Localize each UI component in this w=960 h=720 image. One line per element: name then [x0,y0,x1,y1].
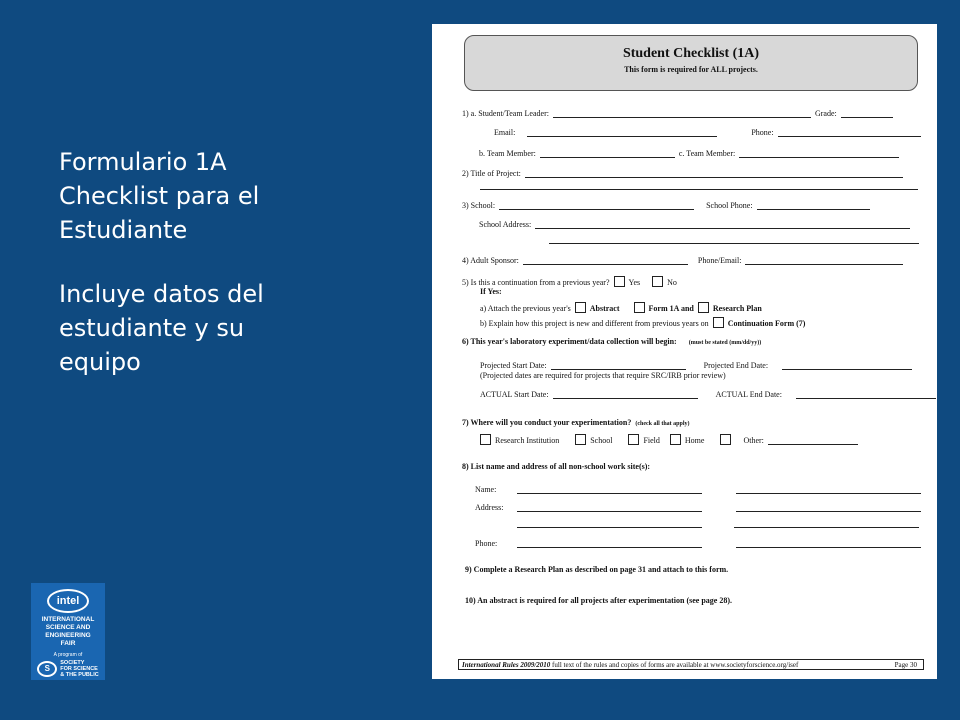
footer-rules: International Rules 2009/2010 [462,661,551,669]
row-team-members [479,149,899,158]
team-member-b-field[interactable] [540,149,675,158]
site1-address-line2[interactable] [517,519,702,528]
slide-description: Incluye datos del estudiante y su equipo [59,280,264,376]
form-subtitle: This form is required for ALL projects. [624,65,758,74]
projected-end-label: Projected End Date: [703,361,769,370]
site-address-label: Address: [475,503,504,512]
row-projected-dates [480,361,912,370]
actual-start-field[interactable] [553,390,698,399]
logo-line: FAIR [60,640,76,647]
form-document [432,24,937,679]
attach-previous-label: a) Attach the previous year's [480,304,571,313]
research-institution-checkbox[interactable] [480,434,491,445]
sfs-logo [31,660,105,678]
slide-heading: Formulario 1A Checklist para el Estudiante [59,148,260,244]
site2-phone-field[interactable] [736,539,921,548]
email-field[interactable] [527,128,717,137]
row-attach-previous [480,302,762,313]
actual-end-label: ACTUAL End Date: [715,390,782,399]
isef-logo [31,583,105,680]
field-label: Field [643,436,660,445]
explain-new-label: b) Explain how this project is new and different from previous years on [480,319,709,328]
team-member-c-label: c. Team Member: [678,149,736,158]
where-question: 7) Where will you conduct your experimentation? [462,418,632,427]
row-lab-begin [462,337,761,346]
continuation-form-label: Continuation Form (7) [727,319,806,328]
row-location-options [480,434,858,445]
form1a-label: Form 1A and [648,304,694,313]
logo-line: SCIENCE AND [45,624,91,631]
school-address-field[interactable] [535,220,910,229]
row-sponsor [462,256,903,265]
title-field[interactable] [525,169,903,178]
form1a-checkbox[interactable] [634,302,645,313]
abstract-instruction: 10) An abstract is required for all projects after experimentation (see page 28). [465,596,732,605]
site2-address-line2[interactable] [734,519,919,528]
continuation-question: 5) Is this a continuation from a previous year? [462,278,610,287]
row-actual-dates [480,390,936,399]
home-checkbox[interactable] [670,434,681,445]
site-name-label: Name: [475,485,497,494]
school-phone-label: School Phone: [706,201,753,210]
sfs-logo-icon: S [37,661,57,677]
lab-begin-note: (must be stated (mm/dd/yy)) [688,340,762,346]
grade-field[interactable] [841,109,893,118]
yes-label: Yes [628,278,641,287]
row-where [462,418,690,427]
school-checkbox[interactable] [575,434,586,445]
abstract-label: Abstract [589,304,620,313]
sfs-name [60,660,99,678]
projected-note: (Projected dates are required for projects that require SRC/IRB prior review) [480,371,726,380]
school-option-label: School [590,436,613,445]
if-yes-label: If Yes: [480,287,502,296]
sponsor-label: 4) Adult Sponsor: [462,256,519,265]
logo-org-line: SOCIETY [60,660,85,666]
school-phone-field[interactable] [757,201,870,210]
form-footer [458,659,924,670]
form-title-box [464,35,918,91]
row-explain-new [480,317,805,328]
phone-field[interactable] [778,128,921,137]
projected-end-field[interactable] [782,361,912,370]
logo-org-line: FOR SCIENCE [60,666,98,672]
projected-start-label: Projected Start Date: [480,361,547,370]
research-plan-checkbox[interactable] [698,302,709,313]
sponsor-field[interactable] [523,256,688,265]
student-leader-label: 1) a. Student/Team Leader: [462,109,549,118]
title-label: 2) Title of Project: [462,169,521,178]
logo-org-line: & THE PUBLIC [60,672,99,678]
home-label: Home [684,436,705,445]
email-label: Email: [494,128,516,137]
no-checkbox[interactable] [652,276,663,287]
row-site-address [475,503,921,512]
research-plan-label: Research Plan [712,304,762,313]
logo-line: ENGINEERING [45,632,91,639]
site-phone-label: Phone: [475,539,498,548]
slide-text [59,145,329,409]
row-site-name [475,485,921,494]
site1-address-field[interactable] [517,503,702,512]
where-note: (check all that apply) [635,421,690,427]
phone-email-field[interactable] [745,256,903,265]
row-site-phone [475,539,921,548]
actual-end-field[interactable] [796,390,936,399]
intel-logo-mark: intel [47,589,89,613]
form-title: Student Checklist (1A) [622,46,760,61]
lab-begin-label: 6) This year's laboratory experiment/data collection will begin: [462,337,677,346]
isef-name [31,616,105,648]
site2-address-field[interactable] [736,503,921,512]
site1-phone-field[interactable] [517,539,702,548]
research-plan-instruction: 9) Complete a Research Plan as described on page 31 and attach to this form. [465,565,729,574]
other-checkbox[interactable] [720,434,731,445]
phone-email-label: Phone/Email: [697,256,742,265]
continuation-form-checkbox[interactable] [713,317,724,328]
row-continuation [462,276,677,287]
team-member-b-label: b. Team Member: [479,149,536,158]
footer-page-number: Page 30 [894,661,917,669]
research-institution-label: Research Institution [495,436,560,445]
other-field[interactable] [768,436,858,445]
school-label: 3) School: [462,201,496,210]
other-label: Other: [743,436,764,445]
site2-name-field[interactable] [736,485,921,494]
row-student-leader [462,109,917,118]
grade-label: Grade: [814,109,837,118]
yes-checkbox[interactable] [614,276,625,287]
logo-line: INTERNATIONAL [41,616,95,623]
school-address-field-line2[interactable] [549,235,919,244]
projected-start-field[interactable] [551,361,686,370]
site1-name-field[interactable] [517,485,702,494]
no-label: No [667,278,677,287]
field-checkbox[interactable] [628,434,639,445]
row-title [462,169,903,178]
abstract-checkbox[interactable] [575,302,586,313]
title-field-line2[interactable] [480,181,918,190]
school-address-label: School Address: [479,220,532,229]
row-email [494,128,921,137]
team-member-c-field[interactable] [739,149,899,158]
footer-text: full text of the rules and copies of forms are available at www.societyforscience.org/isef [552,661,799,669]
actual-start-label: ACTUAL Start Date: [480,390,549,399]
row-school-address [479,220,910,229]
row-school [462,201,870,210]
student-leader-field[interactable] [553,109,811,118]
program-of-text: A program of [53,652,83,658]
school-field[interactable] [499,201,694,210]
work-sites-label: 8) List name and address of all non-school work site(s): [462,462,651,471]
phone-label: Phone: [751,128,774,137]
